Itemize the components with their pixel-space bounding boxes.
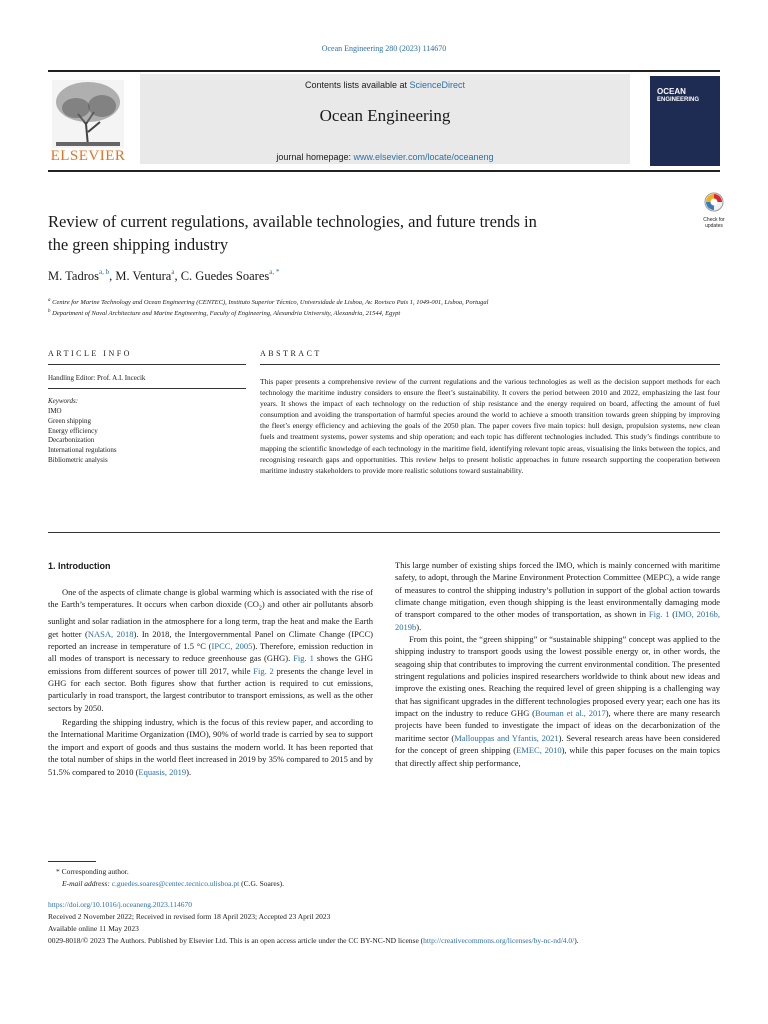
affiliation-text: Centre for Marine Technology and Ocean Engineering (CENTEC), Instituto Superior Técnico, Universidade de Lisboa, Av. Rovisco Pais 1, 1049-001, Lisboa, Portugal xyxy=(52,299,489,307)
keyword-list xyxy=(48,407,117,466)
elsevier-wordmark: ELSEVIER xyxy=(50,148,126,164)
footnote-rule xyxy=(48,861,96,862)
author-name: M. Ventura xyxy=(115,269,172,283)
title-line2: the green shipping industry xyxy=(48,235,229,254)
text-run: ), where there are many research projects have been funded to investigate the impact of ideas on the decarbonization of the maritime sector ( xyxy=(395,708,720,743)
keyword: International regulations xyxy=(48,446,117,455)
affiliation-marker: a xyxy=(48,298,51,303)
license-text: 0029-8018/© 2023 The Authors. Published by Elsevier Ltd. This is an open access article under the CC BY-NC-ND license ( xyxy=(48,936,424,945)
license-link[interactable]: http://creativecommons.org/licenses/by-nc-nd/4.0/ xyxy=(423,936,575,945)
citation-link[interactable]: Equasis, 2019 xyxy=(138,766,187,777)
paragraph xyxy=(395,633,720,769)
paragraph xyxy=(395,559,720,633)
check-for-updates-icon xyxy=(700,192,728,212)
text-run: ). Therefore, emission reduction in all modes of transport is necessary to reduce greenhouse gas (GHG). xyxy=(48,641,373,664)
text-run: ). xyxy=(186,766,192,777)
citation-link[interactable]: IMO, 2016b, 2019b xyxy=(395,609,721,632)
text-run: shows the GHG emissions from different sources of power till 2017, while xyxy=(48,653,373,676)
text-run: ), while this paper focuses on the main topics that directly affect ship performance, xyxy=(395,745,720,768)
text-run: ). xyxy=(416,621,422,632)
cover-title-line2: ENGINEERING xyxy=(657,97,700,103)
text-run: ) and other air pollutants absorb sunlight and solar radiation in the atmosphere for a long term, trap the heat and make the Earth get hotter ( xyxy=(48,599,373,639)
corresponding-author-note xyxy=(48,866,736,878)
email-note xyxy=(48,878,742,890)
contents-prefix: Contents lists available at xyxy=(304,80,410,90)
text-run: Regarding the shipping industry, which is the focus of this review paper, and according to the International Maritime Organization (IMO), 90% of world trade is carried by sea to support the import and export of goods and thus sustains the modern world. It has been reported that the total number of ships in the world fleet increased in 2019 by 35% compared to 2015 and by 51.5% compared to 2010 ( xyxy=(48,717,373,777)
citation-link[interactable]: IPCC, 2005 xyxy=(211,641,253,652)
cover-title xyxy=(650,88,720,104)
citation-link[interactable]: EMEC, 2010 xyxy=(516,745,562,756)
paper-title xyxy=(48,210,648,256)
email-label: E-mail address: xyxy=(62,879,112,888)
article-info-heading: ARTICLE INFO xyxy=(48,349,132,358)
citation-link[interactable]: Bouman et al., 2017 xyxy=(534,708,606,719)
subscript: 2 xyxy=(258,606,262,613)
cover-title-line1: OCEAN xyxy=(657,87,686,96)
doi-link[interactable]: https://doi.org/10.1016/j.oceaneng.2023.114670 xyxy=(48,900,192,909)
body-column-right xyxy=(395,559,720,769)
elsevier-logo xyxy=(48,76,128,166)
abstract-rule xyxy=(260,364,720,365)
keyword: Decarbonization xyxy=(48,436,95,445)
body-column-left xyxy=(48,586,373,778)
affiliation-b xyxy=(48,307,728,319)
homepage-prefix: journal homepage: xyxy=(276,152,354,162)
email-link[interactable]: c.guedes.soares@centec.tecnico.ulisboa.pt xyxy=(111,879,240,888)
author-affiliation-marker[interactable]: a, b xyxy=(98,268,110,276)
journal-title: Ocean Engineering xyxy=(319,106,451,125)
figure-link[interactable]: Fig. 2 xyxy=(253,665,274,676)
figure-link[interactable]: Fig. 1 xyxy=(293,653,314,664)
contents-availability xyxy=(140,80,630,90)
text-run: ). Several research areas have been considered for the concept of green shipping ( xyxy=(395,732,720,756)
article-info-divider xyxy=(48,388,246,389)
check-for-updates-badge[interactable] xyxy=(700,192,728,229)
keywords-label: Keywords: xyxy=(48,397,79,405)
homepage-link[interactable]: www.elsevier.com/locate/oceaneng xyxy=(353,152,494,162)
abstract-bottom-rule xyxy=(48,532,720,533)
header-top-rule xyxy=(48,70,720,72)
footnote-marker: * xyxy=(56,867,60,876)
license-text-end: ). xyxy=(574,936,579,945)
author-list: M. Tadros$^{a, b}$, M. Ventura$^a$, C. Guedes Soares$^{a, *}$ xyxy=(48,268,280,283)
handling-editor: Handling Editor: Prof. A.I. Incecik xyxy=(48,374,146,382)
badge-line2: updates xyxy=(705,223,723,229)
text-run: This large number of existing ships forced the IMO, which is mainly concerned with maritime safety, to adopt, through the Marine Environment Protection Committee (MEPC), a wide range of measures to control the shipping industry’s pollution in support of the global action towards climate change mitigation, even though shipping is the least environmentally damaging mode of transport compared to the other modes of transportation, as shown in xyxy=(395,560,720,620)
keyword: Green shipping xyxy=(48,416,91,425)
paragraph xyxy=(48,716,373,778)
citation-link[interactable]: NASA, 2018 xyxy=(87,628,134,639)
keyword: IMO xyxy=(48,407,62,415)
available-online: Available online 11 May 2023 xyxy=(48,924,139,933)
affiliation-text: Department of Naval Architecture and Marine Engineering, Faculty of Engineering, Alexandria University, Alexandria, 21544, Egypt xyxy=(52,310,401,318)
author-name: M. Tadros xyxy=(48,269,99,283)
journal-reference[interactable]: Ocean Engineering 280 (2023) 114670 xyxy=(321,44,447,53)
text-run: One of the aspects of climate change is global warming which is associated with the rise of the Earth’s temperatures. It occurs when carbon dioxide (CO xyxy=(48,587,373,610)
author-affiliation-marker[interactable]: a, * xyxy=(269,268,280,276)
figure-link[interactable]: Fig. 1 xyxy=(648,609,670,620)
text-run: presents the change level in GHG for each sector. Both figures show that further action is required to cut emissions, particularly in road transport, the largest contributor to transport emissions, as well as the other sectors by 2050. xyxy=(48,665,374,713)
badge-line1: Check for xyxy=(703,217,725,223)
text-run: From this point, the “green shipping” or “sustainable shipping” concept was applied to the shipping industry to transport goods using the lowest possible energy or, in other words, the seagoing ship that contributes to improving the current environmental condition. The presented stringent regulations and policies inspired researchers worldwide to think about new ideas and improve the existing ones. Reaching the required level of green shipping is a challenging way that has significant upgrades in the different technologies proposed every year; each one has its impact on the industry to reduce GHG ( xyxy=(395,634,720,719)
keyword: Energy efficiency xyxy=(48,426,98,435)
text-run: ). In 2018, the Intergovernmental Panel on Climate Change (IPCC) reported an increase in temperature of 1.5 °C ( xyxy=(48,628,373,652)
sciencedirect-link[interactable]: ScienceDirect xyxy=(409,80,466,90)
text-run: ( xyxy=(669,609,676,620)
header-bottom-rule xyxy=(48,170,720,172)
paragraph xyxy=(48,586,373,714)
abstract-heading: ABSTRACT xyxy=(260,349,322,358)
author-affiliation-marker[interactable]: a xyxy=(171,268,175,276)
citation-link[interactable]: Mallouppas and Yfantis, 2021 xyxy=(454,732,559,743)
author-name: C. Guedes Soares xyxy=(180,269,270,283)
title-line1: Review of current regulations, available technologies, and future trends in xyxy=(48,212,537,231)
abstract-text: This paper presents a comprehensive review of the current regulations and the various technologies as well as the decision support methods for each technology the maritime industry considers to ensure the fleet’s sustainability. It covers the period between 2010 and 2022, emphasizing the last four years. It shows the impact of each technology on the reduction of ship resistance and the energy required on board, affecting the amount of fuel consumption and avoiding the transportation of harmful species around the world to achieve a smooth transition towards green shipping by improving the fleet’s energy efficiency and achieving the goals of the 2050 plan. The paper covers five main topics: hull design, propulsion systems, new clean fuels and treatment systems, power systems and ship operation; and each topic has different technologies included. This study’s findings contribute to mapping the scientific knowledge of each technology in the maritime field, identifying relevant topic areas, visualising the links between the topics, and recognising research gaps and opportunities. This review helps to present holistic approaches in future research supporting the cooperation between maritime industry stakeholders to provide more realistic solutions toward sustainability. xyxy=(260,377,720,475)
introduction-heading: 1. Introduction xyxy=(48,561,111,571)
journal-homepage xyxy=(140,152,630,162)
article-info-rule xyxy=(48,364,246,365)
affiliation-marker: b xyxy=(48,309,51,314)
license-note xyxy=(48,935,720,947)
email-suffix: (C.G. Soares). xyxy=(239,879,284,888)
keyword: Bibliometric analysis xyxy=(48,455,108,464)
received-dates: Received 2 November 2022; Received in revised form 18 April 2023; Accepted 23 April 2023 xyxy=(48,912,331,921)
footnote-text: Corresponding author. xyxy=(61,867,129,876)
